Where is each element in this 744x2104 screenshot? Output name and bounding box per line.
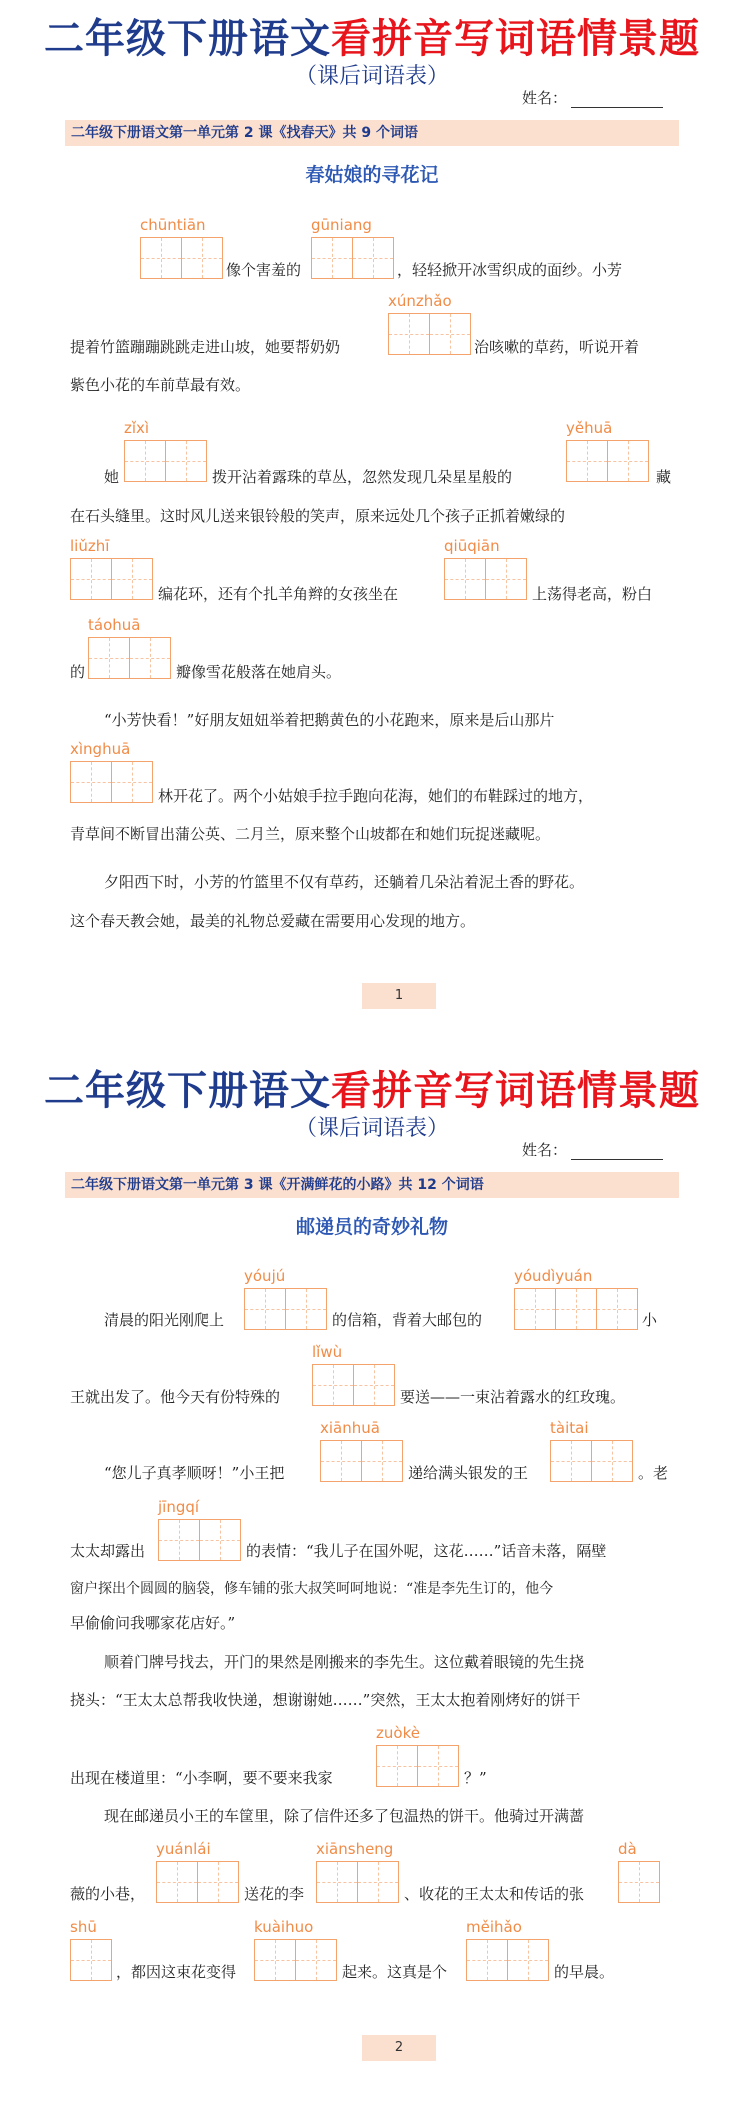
story-text: 早偷偷问我哪家花店好。” xyxy=(70,1614,236,1632)
lesson-banner: 二年级下册语文第一单元第 2 课《找春天》共 9 个词语 xyxy=(65,120,679,146)
story-text: 在石头缝里。这时风儿送来银铃般的笑声，原来远处几个孩子正抓着嫩绿的 xyxy=(70,507,566,525)
story-title: 邮递员的奇妙礼物 xyxy=(295,1216,448,1238)
story-text: 的信箱，背着大邮包的 xyxy=(332,1311,483,1329)
story-text: 太太却露出 xyxy=(70,1542,146,1560)
page-title: 二年级下册语文看拼音写词语情景题 xyxy=(44,16,700,62)
story-text: 小 xyxy=(642,1311,658,1329)
story-text: 的 xyxy=(70,663,86,681)
page-number: 2 xyxy=(362,2035,436,2061)
story-text: 上荡得老高，粉白 xyxy=(532,585,653,603)
story-text: 像个害羞的 xyxy=(226,261,302,279)
page-subtitle: （课后词语表） xyxy=(294,1116,449,1141)
story-text: 的早晨。 xyxy=(554,1963,615,1981)
story-text: 起来。这真是个 xyxy=(342,1963,448,1981)
story-text: 藏 xyxy=(656,468,672,486)
story-text: 窗户探出个圆圆的脑袋，修车铺的张大叔笑呵呵地说：“准是李先生订的，他今 xyxy=(70,1581,554,1597)
story-text: 的表情：“我儿子在国外呢，这花……”话音未落，隔壁 xyxy=(246,1542,607,1560)
name-blank[interactable] xyxy=(571,1143,663,1160)
worksheet-page-1: 二年级下册语文看拼音写词语情景题 （课后词语表） 姓名： 二年级下册语文第一单元第 2 课《找春天》共 9 个词语 春姑娘的寻花记 chūn tiān 像个害羞的 gū niang ，轻轻掀开冰雪织成的面纱。小芳 提着竹篮蹦蹦跳跳走进山坡，她要帮奶奶 xún zhǎo 治咳嗽的草药，听说开着 紫色小花的车前草最有效。 她 zǐ xì 拨开沾着露珠的草丛，忽然发现几朵星星般的 yě huā 藏 在石头缝里。这时风儿送来银铃般的笑声，原来远处几个孩子正抓着嫩绿的 liǔ zhī 编花环，还有个扎羊角辫的女孩坐在 qiū qiān 上荡得老高，粉白 的 táo huā 瓣像雪花般落在她肩头。 “小芳快看！”好朋友妞妞举着把鹅黄色的小花跑来，原来是后山那片 xìng huā 林开花了。两个小姑娘手拉手跑向花海，她们的布鞋踩过的地方， 青草间不断冒出蒲公英、二月兰，原来整个山坡都在和她们玩捉迷藏呢。 夕阳西下时，小芳的竹篮里不仅有草药，还躺着几朵沾着泥土香的野花。 这个春天教会她，最美的礼物总爱藏在需要用心发现的地方。 1 xyxy=(0,0,744,1052)
story-text: 提着竹篮蹦蹦跳跳走进山坡，她要帮奶奶 xyxy=(70,338,341,356)
story-text: 夕阳西下时，小芳的竹篮里不仅有草药，还躺着几朵沾着泥土香的野花。 xyxy=(104,873,585,891)
story-text: 薇的小巷， xyxy=(70,1885,146,1903)
story-text: 拨开沾着露珠的草丛，忽然发现几朵星星般的 xyxy=(212,468,513,486)
story-text: 、收花的王太太和传话的张 xyxy=(404,1885,585,1903)
name-field: 姓名： xyxy=(522,1140,663,1160)
story-text: 清晨的阳光刚爬上 xyxy=(104,1311,225,1329)
story-text: 送花的李 xyxy=(244,1885,305,1903)
worksheet-page-2: 二年级下册语文看拼音写词语情景题 （课后词语表） 姓名： 二年级下册语文第一单元第 3 课《开满鲜花的小路》共 12 个词语 邮递员的奇妙礼物 清晨的阳光刚爬上 yóu jú 的信箱，背着大邮包的 yóu dì yuán 小 王就出发了。他今天有份特殊的 lǐ wù 要送——一束沾着露水的红玫瑰。 “您儿子真孝顺呀！”小王把 xiān huā 递给满头银发的王 tài tai 。老 太太却露出 jīng qí 的表情：“我儿子在国外呢，这花……”话音未落，隔壁 窗户探出个圆圆的脑袋，修车铺的张大叔笑呵呵地说：“准是李先生订的，他今 早偷偷问我哪家花店好。” 顺着门牌号找去，开门的果然是刚搬来的李先生。这位戴着眼镜的先生挠 挠头：“王太太总帮我收快递，想谢谢她……”突然，王太太抱着刚烤好的饼干 出现在楼道里：“小李啊，要不要来我家 zuò kè ？” 现在邮递员小王的车筐里，除了信件还多了包温热的饼干。他骑过开满蔷 薇的小巷， yuán lái 送花的李 xiān sheng 、收花的王太太和传话的张 dà shū ，都因这束花变得 kuài huo 起来。这真是个 měi hǎo 的早晨。 2 xyxy=(0,1052,744,2104)
name-field: 姓名： xyxy=(522,88,663,108)
story-text: ？” xyxy=(464,1769,487,1787)
story-title: 春姑娘的寻花记 xyxy=(305,164,439,186)
story-text: 。老 xyxy=(638,1464,669,1482)
page-subtitle: （课后词语表） xyxy=(294,64,449,89)
story-text: 递给满头银发的王 xyxy=(408,1464,529,1482)
story-text: 出现在楼道里：“小李啊，要不要来我家 xyxy=(70,1769,333,1787)
story-text: “您儿子真孝顺呀！”小王把 xyxy=(104,1464,285,1482)
story-text: 编花环，还有个扎羊角辫的女孩坐在 xyxy=(158,585,399,603)
story-text: ，都因这束花变得 xyxy=(116,1963,237,1981)
story-text: 要送——一束沾着露水的红玫瑰。 xyxy=(400,1388,626,1406)
story-text: 紫色小花的车前草最有效。 xyxy=(70,376,251,394)
story-text: ，轻轻掀开冰雪织成的面纱。小芳 xyxy=(397,261,623,279)
name-blank[interactable] xyxy=(571,91,663,108)
story-text: 青草间不断冒出蒲公英、二月兰，原来整个山坡都在和她们玩捉迷藏呢。 xyxy=(70,825,551,843)
story-text: “小芳快看！”好朋友妞妞举着把鹅黄色的小花跑来，原来是后山那片 xyxy=(104,711,555,729)
lesson-banner: 二年级下册语文第一单元第 3 课《开满鲜花的小路》共 12 个词语 xyxy=(65,1172,679,1198)
story-text: 顺着门牌号找去，开门的果然是刚搬来的李先生。这位戴着眼镜的先生挠 xyxy=(104,1653,585,1671)
story-text: 她 xyxy=(104,468,120,486)
story-text: 林开花了。两个小姑娘手拉手跑向花海，她们的布鞋踩过的地方， xyxy=(158,787,594,805)
story-text: 现在邮递员小王的车筐里，除了信件还多了包温热的饼干。他骑过开满蔷 xyxy=(104,1807,585,1825)
page-number: 1 xyxy=(362,983,436,1009)
story-text: 王就出发了。他今天有份特殊的 xyxy=(70,1388,281,1406)
story-text: 瓣像雪花般落在她肩头。 xyxy=(176,663,342,681)
story-text: 挠头：“王太太总帮我收快递，想谢谢她……”突然，王太太抱着刚烤好的饼干 xyxy=(70,1691,581,1709)
story-text: 这个春天教会她，最美的礼物总爱藏在需要用心发现的地方。 xyxy=(70,912,476,930)
page-title: 二年级下册语文看拼音写词语情景题 xyxy=(44,1068,700,1114)
story-text: 治咳嗽的草药，听说开着 xyxy=(474,338,640,356)
